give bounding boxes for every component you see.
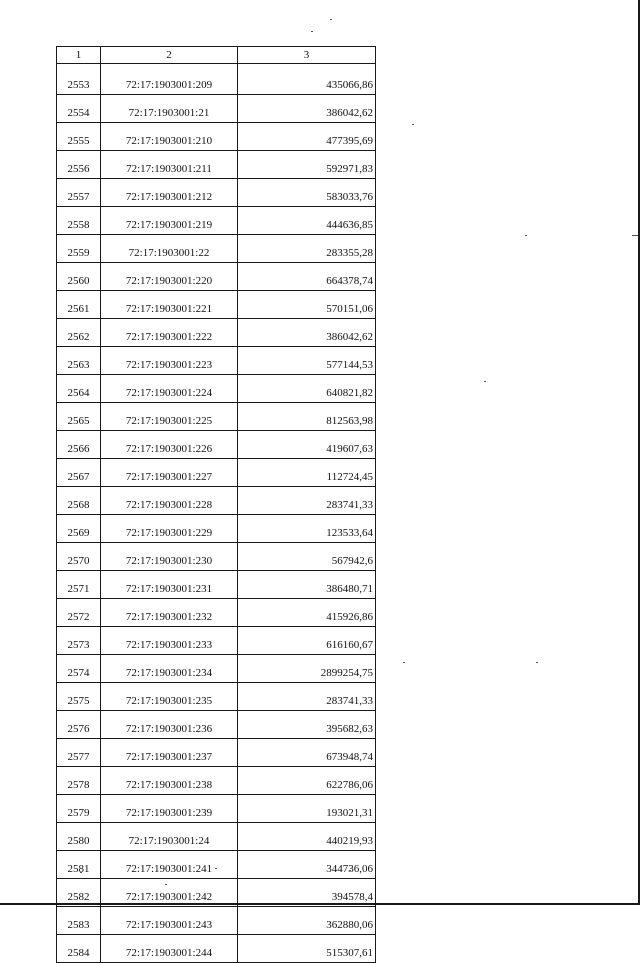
cadastral-number-cell: 72:17:1903001:237 [101, 739, 238, 767]
cadastral-number-cell: 72:17:1903001:24 [101, 823, 238, 851]
table-row [57, 431, 376, 459]
value-cell: 395682,63 [238, 711, 376, 739]
row-number-cell: 2577 [57, 739, 101, 767]
value-cell: 283741,33 [238, 487, 376, 515]
cadastral-number-cell: 72:17:1903001:222 [101, 319, 238, 347]
column-header-1: 1 [57, 47, 101, 64]
scan-speck [525, 235, 527, 236]
row-number-cell: 2576 [57, 711, 101, 739]
row-number-cell: 2567 [57, 459, 101, 487]
row-number-cell: 2562 [57, 319, 101, 347]
cadastral-number-cell: 72:17:1903001:235 [101, 683, 238, 711]
value-cell: 477395,69 [238, 123, 376, 151]
row-number-cell: 2563 [57, 347, 101, 375]
row-number-cell: 2583 [57, 907, 101, 935]
value-cell: 362880,06 [238, 907, 376, 935]
row-number-cell: 2559 [57, 235, 101, 263]
cadastral-number-cell: 72:17:1903001:244 [101, 935, 238, 963]
cadastral-number-cell: 72:17:1903001:22 [101, 235, 238, 263]
value-cell: 2899254,75 [238, 655, 376, 683]
cadastral-number-cell: 72:17:1903001:220 [101, 263, 238, 291]
value-cell: 812563,98 [238, 403, 376, 431]
row-number-cell: 2558 [57, 207, 101, 235]
row-number-cell: 2564 [57, 375, 101, 403]
table-row [57, 347, 376, 375]
cadastral-number-cell: 72:17:1903001:225 [101, 403, 238, 431]
scan-speck [536, 662, 538, 663]
row-number-cell: 2569 [57, 515, 101, 543]
scan-speck [311, 31, 313, 32]
row-number-cell: 2582 [57, 879, 101, 907]
table-row [57, 767, 376, 795]
cadastral-number-cell: 72:17:1903001:233 [101, 627, 238, 655]
value-cell: 394578,4 [238, 879, 376, 907]
table-row [57, 95, 376, 123]
value-cell: 415926,86 [238, 599, 376, 627]
table-row [57, 403, 376, 431]
row-number-cell: 2553 [57, 64, 101, 95]
value-cell: 583033,76 [238, 179, 376, 207]
row-number-cell: 2584 [57, 935, 101, 963]
cadastral-number-cell: 72:17:1903001:229 [101, 515, 238, 543]
row-number-cell: 2580 [57, 823, 101, 851]
table-row [57, 263, 376, 291]
table-row [57, 851, 376, 879]
cadastral-number-cell: 72:17:1903001:211 [101, 151, 238, 179]
table-row [57, 711, 376, 739]
table-row [57, 935, 376, 963]
value-cell: 283355,28 [238, 235, 376, 263]
value-cell: 440219,93 [238, 823, 376, 851]
table-row [57, 151, 376, 179]
row-number-cell: 2581 [57, 851, 101, 879]
cadastral-number-cell: 72:17:1903001:226 [101, 431, 238, 459]
value-cell: 640821,82 [238, 375, 376, 403]
table-row [57, 319, 376, 347]
value-cell: 112724,45 [238, 459, 376, 487]
row-number-cell: 2572 [57, 599, 101, 627]
cadastral-number-cell: 72:17:1903001:239 [101, 795, 238, 823]
row-number-cell: 2557 [57, 179, 101, 207]
scan-speck [403, 662, 405, 663]
table-header-row [57, 47, 376, 64]
table-body [57, 64, 376, 963]
scan-speck [330, 19, 332, 20]
row-number-cell: 2573 [57, 627, 101, 655]
cadastral-number-cell: 72:17:1903001:234 [101, 655, 238, 683]
cadastral-number-cell: 72:17:1903001:241 [101, 851, 238, 879]
value-cell: 567942,6 [238, 543, 376, 571]
table-row [57, 487, 376, 515]
value-cell: 193021,31 [238, 795, 376, 823]
row-number-cell: 2570 [57, 543, 101, 571]
cadastral-number-cell: 72:17:1903001:242 [101, 879, 238, 907]
scan-speck [412, 124, 414, 125]
cadastral-number-cell: 72:17:1903001:227 [101, 459, 238, 487]
table-row [57, 683, 376, 711]
cadastral-number-cell: 72:17:1903001:212 [101, 179, 238, 207]
value-cell: 123533,64 [238, 515, 376, 543]
row-number-cell: 2555 [57, 123, 101, 151]
row-number-cell: 2575 [57, 683, 101, 711]
row-number-cell: 2561 [57, 291, 101, 319]
value-cell: 673948,74 [238, 739, 376, 767]
column-header-3: 3 [238, 47, 376, 64]
table-row [57, 739, 376, 767]
table-row [57, 571, 376, 599]
table-row [57, 179, 376, 207]
row-number-cell: 2574 [57, 655, 101, 683]
value-cell: 577144,53 [238, 347, 376, 375]
cadastral-number-cell: 72:17:1903001:209 [101, 64, 238, 95]
table-row [57, 655, 376, 683]
table-row [57, 627, 376, 655]
value-cell: 344736,06 [238, 851, 376, 879]
value-cell: 386042,62 [238, 319, 376, 347]
column-header-2: 2 [101, 47, 238, 64]
value-cell: 622786,06 [238, 767, 376, 795]
table-row [57, 459, 376, 487]
row-number-cell: 2560 [57, 263, 101, 291]
value-cell: 444636,85 [238, 207, 376, 235]
value-cell: 419607,63 [238, 431, 376, 459]
cadastral-number-cell: 72:17:1903001:224 [101, 375, 238, 403]
value-cell: 386042,62 [238, 95, 376, 123]
cadastral-number-cell: 72:17:1903001:210 [101, 123, 238, 151]
cadastral-number-cell: 72:17:1903001:21 [101, 95, 238, 123]
table-row [57, 795, 376, 823]
value-cell: 283741,33 [238, 683, 376, 711]
row-number-cell: 2554 [57, 95, 101, 123]
cadastral-number-cell: 72:17:1903001:223 [101, 347, 238, 375]
value-cell: 570151,06 [238, 291, 376, 319]
row-number-cell: 2566 [57, 431, 101, 459]
cadastral-number-cell: 72:17:1903001:221 [101, 291, 238, 319]
table-row [57, 375, 376, 403]
value-cell: 616160,67 [238, 627, 376, 655]
value-cell: 664378,74 [238, 263, 376, 291]
scan-speck [484, 381, 486, 382]
table-row [57, 907, 376, 935]
row-number-cell: 2579 [57, 795, 101, 823]
cadastral-number-cell: 72:17:1903001:228 [101, 487, 238, 515]
table-row [57, 291, 376, 319]
cadastral-number-cell: 72:17:1903001:230 [101, 543, 238, 571]
row-number-cell: 2568 [57, 487, 101, 515]
table-row [57, 823, 376, 851]
row-number-cell: 2565 [57, 403, 101, 431]
row-number-cell: 2556 [57, 151, 101, 179]
cadastral-number-cell: 72:17:1903001:231 [101, 571, 238, 599]
cadastral-number-cell: 72:17:1903001:232 [101, 599, 238, 627]
row-number-cell: 2571 [57, 571, 101, 599]
table-row [57, 543, 376, 571]
table-row [57, 207, 376, 235]
cadastral-number-cell: 72:17:1903001:236 [101, 711, 238, 739]
cadastral-number-cell: 72:17:1903001:219 [101, 207, 238, 235]
value-cell: 592971,83 [238, 151, 376, 179]
table-row [57, 123, 376, 151]
value-cell: 435066,86 [238, 64, 376, 95]
row-number-cell: 2578 [57, 767, 101, 795]
cadastral-value-table [56, 46, 376, 963]
value-cell: 386480,71 [238, 571, 376, 599]
table-row [57, 64, 376, 95]
table-row [57, 235, 376, 263]
cadastral-number-cell: 72:17:1903001:243 [101, 907, 238, 935]
value-cell: 515307,61 [238, 935, 376, 963]
table-row [57, 599, 376, 627]
cadastral-number-cell: 72:17:1903001:238 [101, 767, 238, 795]
table-row [57, 879, 376, 907]
table-row [57, 515, 376, 543]
scan-speck [632, 235, 638, 236]
